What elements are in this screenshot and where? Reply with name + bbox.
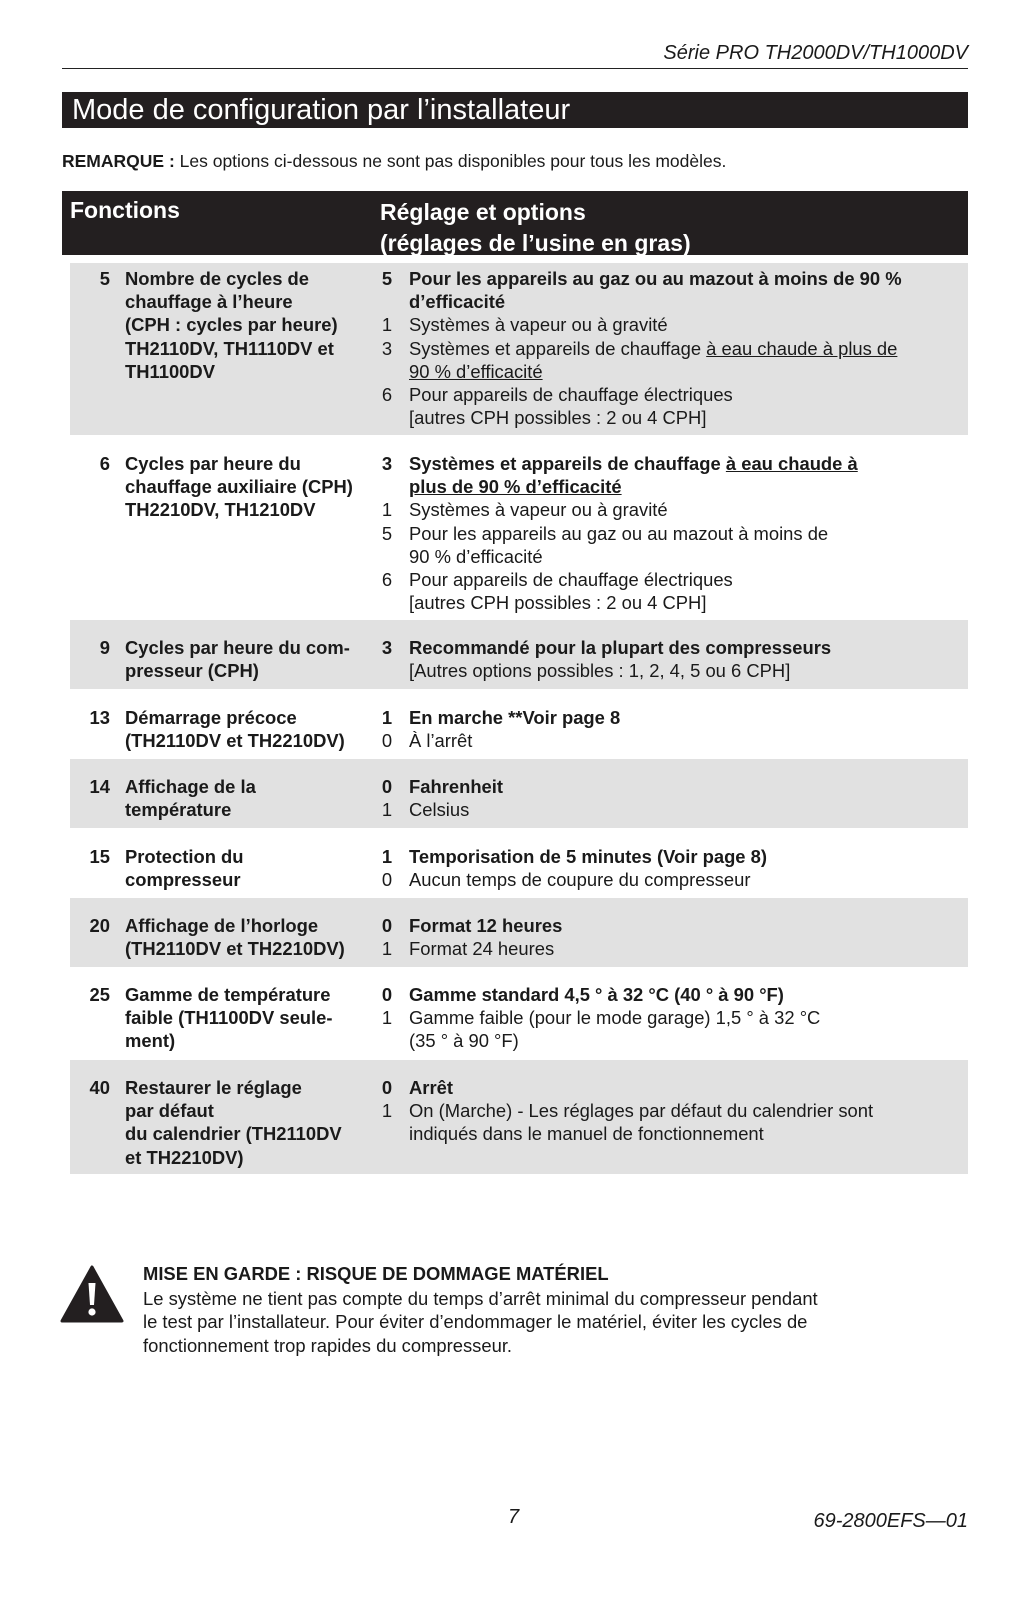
table-row-9 (70, 620, 968, 689)
option-text (409, 452, 968, 475)
function-line: TH1100DV (125, 360, 215, 382)
option-value: 3 (381, 337, 393, 359)
row-number: 5 (99, 268, 110, 289)
warning-line: le test par l’installateur. Pour éviter d’endommager le matériel, éviter les cycles de (143, 1311, 808, 1333)
column-header-settings-line2: (réglages de l’usine en gras) (380, 230, 691, 256)
row-options (381, 983, 968, 1053)
option-text: Aucun temps de coupure du compresseur (409, 869, 751, 891)
option-text: 90 % d’efficacité (409, 545, 543, 567)
option-text: [Autres options possibles : 1, 2, 4, 5 ou 6 CPH] (409, 660, 791, 682)
option-text: [autres CPH possibles : 2 ou 4 CPH] (409, 407, 707, 429)
option (381, 313, 968, 336)
option-default (381, 914, 968, 937)
header-rule (62, 68, 968, 69)
table-row-5 (70, 263, 968, 435)
table-row-14 (70, 759, 968, 828)
function-line: Cycles par heure du (125, 453, 301, 474)
warning-triangle-icon (60, 1265, 124, 1323)
row-function (125, 914, 345, 960)
option-value: 6 (381, 384, 393, 406)
option-default (381, 267, 968, 313)
row-function (125, 452, 353, 522)
page-title: Mode de configuration par l’installateur (62, 92, 968, 128)
option (381, 659, 968, 682)
page-number: 7 (508, 1506, 520, 1528)
function-line: ment) (125, 1030, 176, 1052)
option-text: (35 ° à 90 °F) (409, 1030, 519, 1052)
option-text: Pour appareils de chauffage électriques (409, 384, 733, 406)
function-line: Gamme de température (125, 984, 331, 1005)
function-line: Protection du (125, 846, 244, 867)
table-row-40 (70, 1060, 968, 1174)
option (381, 1006, 968, 1052)
row-options (381, 914, 968, 960)
note (62, 151, 726, 172)
function-line: TH2210DV, TH1210DV (125, 499, 316, 521)
option-text: Pour appareils de chauffage électriques (409, 569, 733, 591)
option-text-underlined: plus de 90 % d’efficacité (409, 476, 622, 498)
document-id: 69-2800EFS—01 (813, 1510, 968, 1532)
row-options (381, 1076, 968, 1146)
option-text-underlined: à eau chaude à (725, 453, 858, 474)
option (381, 729, 968, 752)
function-line: et TH2210DV) (125, 1146, 244, 1168)
option (381, 337, 968, 383)
row-number: 14 (89, 776, 110, 797)
function-line: par défaut (125, 1100, 214, 1122)
option-value: 5 (381, 268, 393, 289)
option-text: Format 12 heures (409, 915, 563, 936)
warning-block (143, 1262, 943, 1357)
option-text: Celsius (409, 799, 470, 821)
option-default (381, 983, 968, 1006)
option-text: Fahrenheit (409, 776, 504, 797)
option (381, 522, 968, 568)
warning-title: MISE EN GARDE : RISQUE DE DOMMAGE MATÉRIEL (143, 1263, 609, 1284)
option-value: 3 (381, 453, 393, 474)
table-header (62, 191, 968, 255)
option-text (409, 337, 968, 360)
option-text-underlined: 90 % d’efficacité (409, 360, 543, 382)
option-text: On (Marche) - Les réglages par défaut du calendrier sont (409, 1100, 874, 1122)
function-line: Restaurer le réglage (125, 1077, 302, 1098)
option-value: 1 (381, 1007, 393, 1029)
option-value: 1 (381, 314, 393, 336)
option (381, 937, 968, 960)
option (381, 383, 968, 429)
warning-line: Le système ne tient pas compte du temps d’arrêt minimal du compresseur pendant (143, 1288, 818, 1310)
option-default (381, 706, 968, 729)
option-value: 0 (381, 1077, 393, 1098)
option-default (381, 775, 968, 798)
column-header-functions: Fonctions (70, 197, 180, 223)
row-options (381, 845, 968, 891)
row-number: 6 (99, 453, 110, 474)
function-line: faible (TH1100DV seule- (125, 1007, 333, 1029)
option-text: Pour les appareils au gaz ou au mazout à moins de 90 % (409, 268, 902, 289)
row-number: 9 (99, 637, 110, 658)
function-line: Cycles par heure du com- (125, 637, 350, 658)
column-header-settings (380, 197, 691, 259)
row-number: 40 (89, 1077, 110, 1098)
row-function (125, 845, 244, 891)
table-row-15 (70, 828, 968, 898)
option-value: 1 (381, 499, 393, 521)
function-line: (CPH : cycles par heure) (125, 314, 338, 336)
row-number: 25 (89, 984, 110, 1005)
note-text: Les options ci-dessous ne sont pas disponibles pour tous les modèles. (174, 151, 727, 171)
option-default (381, 452, 968, 498)
function-line: TH2110DV, TH1110DV et (125, 337, 334, 359)
function-line: Démarrage précoce (125, 707, 297, 728)
option (381, 798, 968, 821)
option-default (381, 1076, 968, 1099)
option-text-plain: Systèmes et appareils de chauffage (409, 453, 726, 474)
option-text: À l’arrêt (409, 730, 473, 752)
row-number: 20 (89, 915, 110, 936)
column-header-settings-line1: Réglage et options (380, 199, 586, 225)
row-function (125, 1076, 342, 1169)
option-text: Systèmes à vapeur ou à gravité (409, 499, 668, 521)
function-line: Affichage de l’horloge (125, 915, 319, 936)
option-text-underlined: à eau chaude à plus de (706, 337, 898, 359)
option-text: indiqués dans le manuel de fonctionnement (409, 1123, 764, 1145)
row-function (125, 267, 338, 383)
option-value: 1 (381, 846, 393, 867)
row-function (125, 983, 333, 1053)
function-line: chauffage auxiliaire (CPH) (125, 476, 353, 498)
option-default (381, 636, 968, 659)
option-text: Arrêt (409, 1077, 453, 1098)
option-value: 0 (381, 915, 393, 936)
option-value: 1 (381, 938, 393, 960)
table-row-13 (70, 689, 968, 759)
option-text: Format 24 heures (409, 938, 555, 960)
option-value: 1 (381, 707, 393, 728)
option-text: Systèmes à vapeur ou à gravité (409, 314, 668, 336)
option-value: 0 (381, 984, 393, 1005)
row-function (125, 706, 345, 752)
warning-line: fonctionnement trop rapides du compresseur. (143, 1334, 513, 1356)
table-row-20 (70, 898, 968, 967)
function-line: compresseur (125, 869, 241, 891)
option-value: 3 (381, 637, 393, 658)
table-row-6 (70, 448, 968, 620)
function-line: (TH2110DV et TH2210DV) (125, 730, 345, 752)
note-label: REMARQUE : (62, 151, 175, 171)
option-value: 0 (381, 776, 393, 797)
function-line: chauffage à l’heure (125, 291, 293, 313)
function-line: (TH2110DV et TH2210DV) (125, 938, 345, 960)
option (381, 1099, 968, 1145)
series-header: Série PRO TH2000DV/TH1000DV (663, 42, 968, 64)
row-function (125, 775, 256, 821)
option (381, 568, 968, 614)
row-options (381, 267, 968, 429)
function-line: presseur (CPH) (125, 660, 259, 682)
table-row-25 (70, 967, 968, 1060)
option-default (381, 845, 968, 868)
row-number: 15 (89, 846, 110, 867)
function-line: Nombre de cycles de (125, 268, 309, 289)
option-text: Gamme standard 4,5 ° à 32 °C (40 ° à 90 °F) (409, 984, 784, 1005)
row-options (381, 706, 968, 752)
option-value: 5 (381, 522, 393, 544)
option-value: 0 (381, 869, 393, 891)
row-options (381, 636, 968, 682)
option-value: 0 (381, 730, 393, 752)
option-value: 1 (381, 1100, 393, 1122)
row-number: 13 (89, 707, 110, 728)
option (381, 868, 968, 891)
option-text: En marche **Voir page 8 (409, 707, 621, 728)
function-line: Affichage de la (125, 776, 256, 797)
function-line: température (125, 799, 232, 821)
option-value: 6 (381, 569, 393, 591)
option-text-plain: Systèmes et appareils de chauffage (409, 337, 707, 359)
row-options (381, 775, 968, 821)
option-text: Temporisation de 5 minutes (Voir page 8) (409, 846, 767, 867)
row-function (125, 636, 350, 682)
option (381, 498, 968, 521)
option-text: d’efficacité (409, 291, 506, 313)
option-text: Pour les appareils au gaz ou au mazout à moins de (409, 522, 829, 544)
row-options (381, 452, 968, 614)
option-value: 1 (381, 799, 393, 821)
option-text: [autres CPH possibles : 2 ou 4 CPH] (409, 592, 707, 614)
function-line: du calendrier (TH2110DV (125, 1123, 342, 1145)
option-text: Gamme faible (pour le mode garage) 1,5 ° à 32 °C (409, 1007, 821, 1029)
option-text: Recommandé pour la plupart des compresseurs (409, 637, 832, 658)
